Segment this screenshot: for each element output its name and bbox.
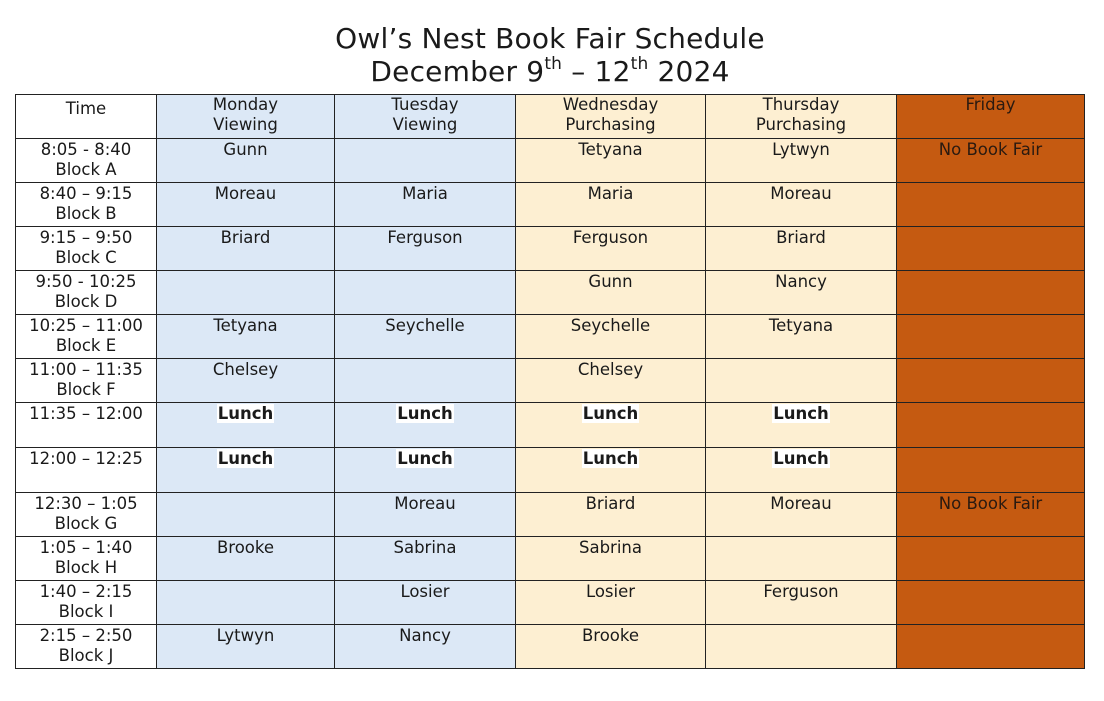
header-monday bbox=[157, 95, 335, 139]
cell-monday bbox=[157, 625, 335, 669]
cell-monday bbox=[157, 315, 335, 359]
time-range: 11:35 – 12:00 bbox=[29, 404, 143, 423]
lunch-label: Lunch bbox=[397, 449, 453, 468]
teacher-name: Ferguson bbox=[763, 582, 839, 601]
cell-wednesday bbox=[516, 359, 706, 403]
cell-friday bbox=[897, 271, 1085, 315]
time-cell bbox=[16, 315, 157, 359]
block-label: Block D bbox=[54, 292, 118, 311]
teacher-name: Nancy bbox=[775, 272, 827, 291]
teacher-name: Sabrina bbox=[393, 538, 457, 557]
block-label: Block J bbox=[58, 646, 114, 665]
time-range: 1:40 – 2:15 bbox=[39, 582, 133, 601]
time-range: 2:15 – 2:50 bbox=[39, 626, 133, 645]
cell-friday bbox=[897, 493, 1085, 537]
header-type-label: Viewing bbox=[392, 115, 458, 134]
teacher-name: Moreau bbox=[770, 184, 832, 203]
teacher-name: Briard bbox=[776, 228, 826, 247]
cell-thursday bbox=[706, 315, 897, 359]
teacher-name: Ferguson bbox=[572, 228, 649, 247]
teacher-name: Briard bbox=[220, 228, 271, 247]
time-cell bbox=[16, 403, 157, 448]
block-label: Block I bbox=[58, 602, 114, 621]
teacher-name: Seychelle bbox=[385, 316, 465, 335]
block-label: Block C bbox=[55, 248, 117, 267]
teacher-name: Nancy bbox=[399, 626, 451, 645]
cell-wednesday bbox=[516, 315, 706, 359]
table-row bbox=[16, 359, 1085, 403]
title-year: 2024 bbox=[648, 55, 730, 88]
table-row bbox=[16, 625, 1085, 669]
title-ordinal-1: th bbox=[544, 53, 563, 74]
header-day-label: Friday bbox=[965, 95, 1016, 114]
time-cell bbox=[16, 359, 157, 403]
cell-tuesday bbox=[335, 537, 516, 581]
header-day-label: Wednesday bbox=[562, 95, 659, 114]
table-row bbox=[16, 493, 1085, 537]
time-cell bbox=[16, 625, 157, 669]
teacher-name: Moreau bbox=[214, 184, 277, 203]
cell-friday bbox=[897, 537, 1085, 581]
lunch-label: Lunch bbox=[582, 404, 639, 423]
cell-friday bbox=[897, 359, 1085, 403]
block-label: Block E bbox=[55, 336, 117, 355]
teacher-name: Ferguson bbox=[387, 228, 463, 247]
table-row bbox=[16, 183, 1085, 227]
header-thursday bbox=[706, 95, 897, 139]
cell-friday bbox=[897, 315, 1085, 359]
time-range: 9:15 – 9:50 bbox=[39, 228, 133, 247]
title-ordinal-2: th bbox=[630, 53, 649, 74]
table-row bbox=[16, 403, 1085, 448]
cell-friday bbox=[897, 403, 1085, 448]
time-range: 1:05 – 1:40 bbox=[39, 538, 133, 557]
lunch-label: Lunch bbox=[217, 404, 274, 423]
cell-wednesday bbox=[516, 448, 706, 493]
time-cell bbox=[16, 537, 157, 581]
time-cell bbox=[16, 183, 157, 227]
header-friday bbox=[897, 95, 1085, 139]
table-row bbox=[16, 271, 1085, 315]
teacher-name: Maria bbox=[587, 184, 634, 203]
table-row bbox=[16, 227, 1085, 271]
cell-wednesday bbox=[516, 271, 706, 315]
teacher-name: Tetyana bbox=[213, 316, 278, 335]
header-wednesday bbox=[516, 95, 706, 139]
schedule-table bbox=[15, 94, 1085, 669]
teacher-name: Moreau bbox=[394, 494, 456, 513]
table-row bbox=[16, 139, 1085, 183]
cell-tuesday bbox=[335, 139, 516, 183]
cell-tuesday bbox=[335, 625, 516, 669]
time-range: 10:25 – 11:00 bbox=[29, 316, 143, 335]
teacher-name: Gunn bbox=[588, 272, 633, 291]
lunch-label: Lunch bbox=[397, 404, 453, 423]
cell-tuesday bbox=[335, 227, 516, 271]
cell-friday bbox=[897, 139, 1085, 183]
header-day-label: Monday bbox=[212, 95, 279, 114]
lunch-label: Lunch bbox=[773, 449, 829, 468]
cell-thursday bbox=[706, 139, 897, 183]
header-type-label: Viewing bbox=[213, 115, 278, 134]
cell-thursday bbox=[706, 271, 897, 315]
cell-monday bbox=[157, 493, 335, 537]
lunch-label: Lunch bbox=[217, 449, 274, 468]
time-range: 12:30 – 1:05 bbox=[34, 494, 138, 513]
cell-monday bbox=[157, 403, 335, 448]
cell-friday bbox=[897, 448, 1085, 493]
cell-monday bbox=[157, 537, 335, 581]
cell-thursday bbox=[706, 359, 897, 403]
cell-tuesday bbox=[335, 403, 516, 448]
cell-wednesday bbox=[516, 183, 706, 227]
teacher-name: Chelsey bbox=[212, 360, 279, 379]
cell-friday bbox=[897, 227, 1085, 271]
title-line-1: Owl’s Nest Book Fair Schedule bbox=[335, 22, 765, 55]
time-range: 11:00 – 11:35 bbox=[29, 360, 143, 379]
cell-tuesday bbox=[335, 581, 516, 625]
time-range: 8:05 - 8:40 bbox=[40, 140, 132, 159]
teacher-name: Tetyana bbox=[768, 316, 834, 335]
teacher-name: No Book Fair bbox=[938, 140, 1043, 159]
cell-monday bbox=[157, 183, 335, 227]
cell-tuesday bbox=[335, 448, 516, 493]
cell-thursday bbox=[706, 493, 897, 537]
teacher-name: Chelsey bbox=[577, 360, 644, 379]
lunch-label: Lunch bbox=[582, 449, 639, 468]
cell-monday bbox=[157, 359, 335, 403]
cell-wednesday bbox=[516, 581, 706, 625]
cell-wednesday bbox=[516, 403, 706, 448]
teacher-name: Brooke bbox=[216, 538, 275, 557]
header-row bbox=[16, 95, 1085, 139]
header-tuesday bbox=[335, 95, 516, 139]
cell-thursday bbox=[706, 625, 897, 669]
cell-thursday bbox=[706, 183, 897, 227]
cell-monday bbox=[157, 271, 335, 315]
teacher-name: Seychelle bbox=[570, 316, 651, 335]
cell-monday bbox=[157, 227, 335, 271]
teacher-name: Lytwyn bbox=[772, 140, 830, 159]
teacher-name: Tetyana bbox=[578, 140, 643, 159]
cell-monday bbox=[157, 448, 335, 493]
cell-thursday bbox=[706, 448, 897, 493]
header-day-label: Tuesday bbox=[391, 95, 459, 114]
time-cell bbox=[16, 227, 157, 271]
cell-wednesday bbox=[516, 537, 706, 581]
teacher-name: Maria bbox=[402, 184, 448, 203]
cell-friday bbox=[897, 625, 1085, 669]
title-date-start: December 9 bbox=[370, 55, 545, 88]
header-type-label: Purchasing bbox=[755, 115, 847, 134]
time-cell bbox=[16, 581, 157, 625]
time-range: 9:50 - 10:25 bbox=[35, 272, 137, 291]
block-label: Block G bbox=[54, 514, 118, 533]
block-label: Block A bbox=[55, 160, 117, 179]
teacher-name: Brooke bbox=[581, 626, 640, 645]
teacher-name: Briard bbox=[585, 494, 636, 513]
teacher-name: Losier bbox=[585, 582, 636, 601]
table-row bbox=[16, 581, 1085, 625]
cell-wednesday bbox=[516, 493, 706, 537]
header-time: Time bbox=[16, 95, 157, 139]
table-row bbox=[16, 448, 1085, 493]
header-type-label: Purchasing bbox=[565, 115, 656, 134]
block-label: Block B bbox=[55, 204, 117, 223]
time-cell bbox=[16, 271, 157, 315]
title-line-2 bbox=[0, 55, 1100, 88]
cell-tuesday bbox=[335, 271, 516, 315]
page-title bbox=[0, 22, 1100, 88]
time-range: 12:00 – 12:25 bbox=[29, 449, 143, 468]
header-day-label: Thursday bbox=[762, 95, 840, 114]
cell-wednesday bbox=[516, 139, 706, 183]
cell-wednesday bbox=[516, 227, 706, 271]
table-row bbox=[16, 315, 1085, 359]
lunch-label: Lunch bbox=[773, 404, 829, 423]
cell-thursday bbox=[706, 581, 897, 625]
table-row bbox=[16, 537, 1085, 581]
block-label: Block H bbox=[54, 558, 118, 577]
cell-monday bbox=[157, 139, 335, 183]
cell-monday bbox=[157, 581, 335, 625]
teacher-name: Losier bbox=[400, 582, 450, 601]
cell-thursday bbox=[706, 537, 897, 581]
cell-thursday bbox=[706, 403, 897, 448]
cell-tuesday bbox=[335, 493, 516, 537]
cell-thursday bbox=[706, 227, 897, 271]
time-cell bbox=[16, 448, 157, 493]
time-range: 8:40 – 9:15 bbox=[39, 184, 133, 203]
teacher-name: Moreau bbox=[770, 494, 832, 513]
block-label: Block F bbox=[56, 380, 116, 399]
cell-tuesday bbox=[335, 183, 516, 227]
cell-wednesday bbox=[516, 625, 706, 669]
teacher-name: No Book Fair bbox=[938, 494, 1043, 513]
teacher-name: Gunn bbox=[223, 140, 268, 159]
time-cell bbox=[16, 139, 157, 183]
teacher-name: Sabrina bbox=[579, 538, 642, 557]
time-cell bbox=[16, 493, 157, 537]
title-date-end: – 12 bbox=[562, 55, 631, 88]
teacher-name: Lytwyn bbox=[216, 626, 275, 645]
cell-friday bbox=[897, 581, 1085, 625]
cell-tuesday bbox=[335, 359, 516, 403]
schedule-body bbox=[16, 139, 1085, 669]
cell-friday bbox=[897, 183, 1085, 227]
cell-tuesday bbox=[335, 315, 516, 359]
